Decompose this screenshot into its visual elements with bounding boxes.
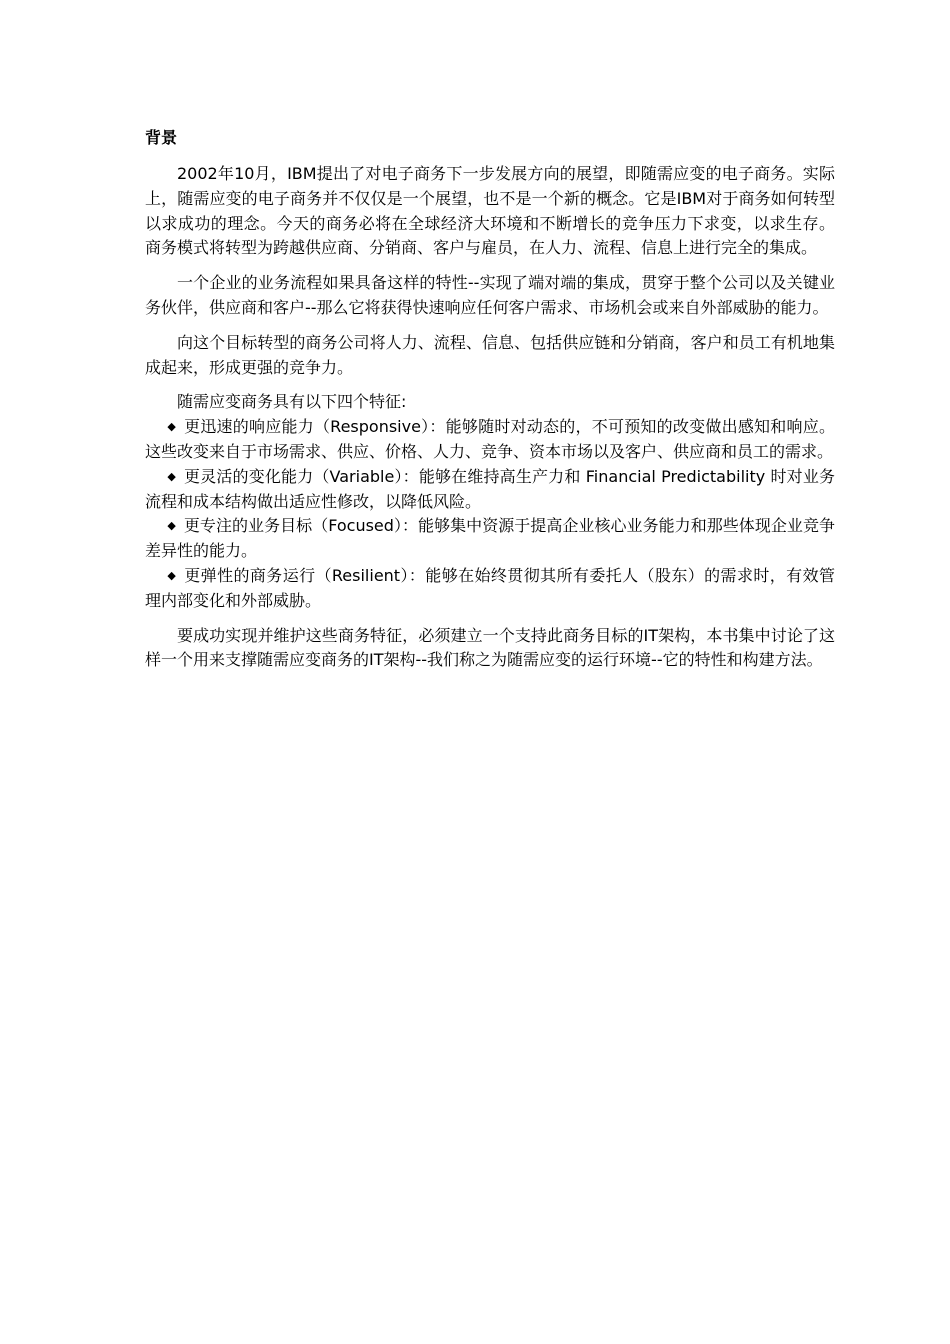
feature-text: 更弹性的商务运行（Resilient）：能够在始终贯彻其所有委托人（股东）的需求时，有效管理内部变化和外部威胁。 — [145, 565, 835, 610]
feature-item-focused — [145, 514, 835, 564]
diamond-bullet-icon: ◆ — [167, 420, 176, 434]
diamond-bullet-icon: ◆ — [167, 519, 176, 533]
feature-text: 更专注的业务目标（Focused）：能够集中资源于提高企业核心业务能力和那些体现企业竞争差异性的能力。 — [145, 516, 835, 561]
paragraph-closing: 要成功实现并维护这些商务特征，必须建立一个支持此商务目标的IT架构，本书集中讨论了这样一个用来支撑随需应变商务的IT架构--我们称之为随需应变的运行环境--它的特性和构建方法。 — [145, 625, 835, 670]
diamond-bullet-icon: ◆ — [167, 568, 176, 582]
feature-item-variable — [145, 465, 835, 515]
feature-text: 更灵活的变化能力（Variable）：能够在维持高生产力和 Financial Predictability 时对业务流程和成本结构做出适应性修改，以降低风险。 — [145, 466, 835, 511]
paragraph-transformation: 向这个目标转型的商务公司将人力、流程、信息、包括供应链和分销商，客户和员工有机地集成起来，形成更强的竞争力。 — [145, 332, 835, 377]
diamond-bullet-icon: ◆ — [167, 469, 176, 483]
feature-item-resilient — [145, 564, 835, 614]
features-list — [145, 415, 835, 613]
features-intro: 随需应变商务具有以下四个特征: — [177, 392, 407, 412]
document-page — [145, 124, 835, 683]
paragraph-process: 一个企业的业务流程如果具备这样的特性--实现了端对端的集成，贯穿于整个公司以及关键业务伙伴，供应商和客户--那么它将获得快速响应任何客户需求、市场机会或来自外部威胁的能力。 — [145, 273, 835, 317]
feature-text: 更迅速的响应能力（Responsive）：能够随时对动态的，不可预知的改变做出感知和响应。 这些改变来自于市场需求、供应、价格、人力、竞争、资本市场以及客户、供应商和员工的需求。 — [145, 417, 835, 461]
feature-item-responsive — [145, 415, 835, 465]
section-heading: 背景 — [145, 128, 178, 147]
paragraph-intro: 2002年10月，IBM提出了对电子商务下一步发展方向的展望，即随需应变的电子商务。实际上，随需应变的电子商务并不仅仅是一个展望，也不是一个新的概念。它是IBM对于商务如何转型以求成功的理念。今天的商务必将在全球经济大环境和不断增长的竞争压力下求变，以求生存。 商务模式将转型为跨越供应商、分销商、客户与雇员，在人力、流程、信息上进行完全的集成。 — [145, 164, 835, 258]
